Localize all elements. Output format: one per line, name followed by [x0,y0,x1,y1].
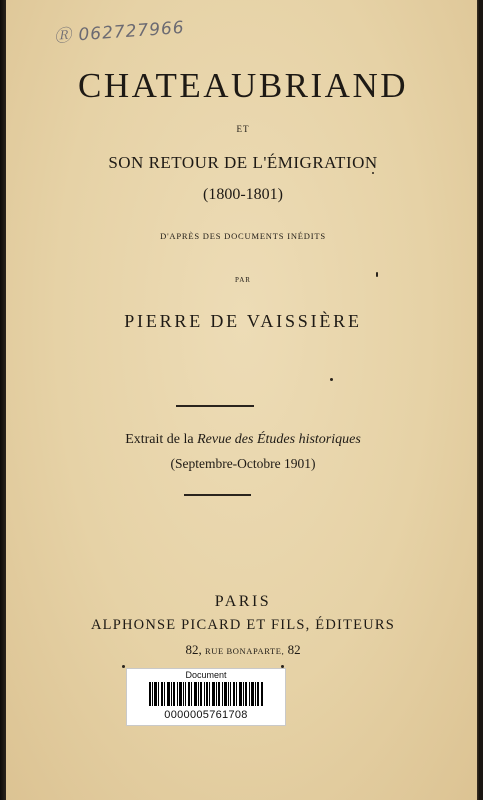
divider-rule-bottom [184,494,251,496]
barcode-number: 0000005761708 [164,709,248,721]
journal-title: Revue des Études historiques [197,432,361,447]
sources-note: D'APRÈS DES DOCUMENTS INÉDITS [160,231,326,241]
address-number-end: 82 [287,642,301,657]
title-conjunction: ET [236,124,250,134]
paper-speck [376,272,378,277]
page-edge-shadow [477,0,480,800]
imprint-publisher: ALPHONSE PICARD ET FILS, ÉDITEURS [91,617,395,633]
paper-speck [122,665,125,668]
barcode-title: Document [185,670,227,680]
extract-period: (Septembre-Octobre 1901) [170,456,316,471]
paper-speck [372,172,374,174]
handwritten-shelfmark: Ⓡ 062727966 [53,17,186,47]
paper-speck [330,378,333,381]
imprint-address [6,642,480,658]
imprint-city: PARIS [214,593,272,610]
extract-prefix: Extrait de la [125,432,194,447]
book-title: CHATEAUBRIAND [78,66,408,105]
library-barcode-label [126,668,286,726]
book-subtitle: SON RETOUR DE L'ÉMIGRATION [108,153,378,172]
extract-note [6,432,480,448]
barcode-icon [149,682,263,706]
author-name: PIERRE DE VAISSIÈRE [124,311,362,331]
address-street: RUE BONAPARTE, [204,646,285,656]
title-page [6,0,480,800]
divider-rule-top [176,405,254,407]
date-range: (1800-1801) [203,186,283,203]
address-number: 82, [185,642,202,657]
by-line: PAR [235,276,251,284]
